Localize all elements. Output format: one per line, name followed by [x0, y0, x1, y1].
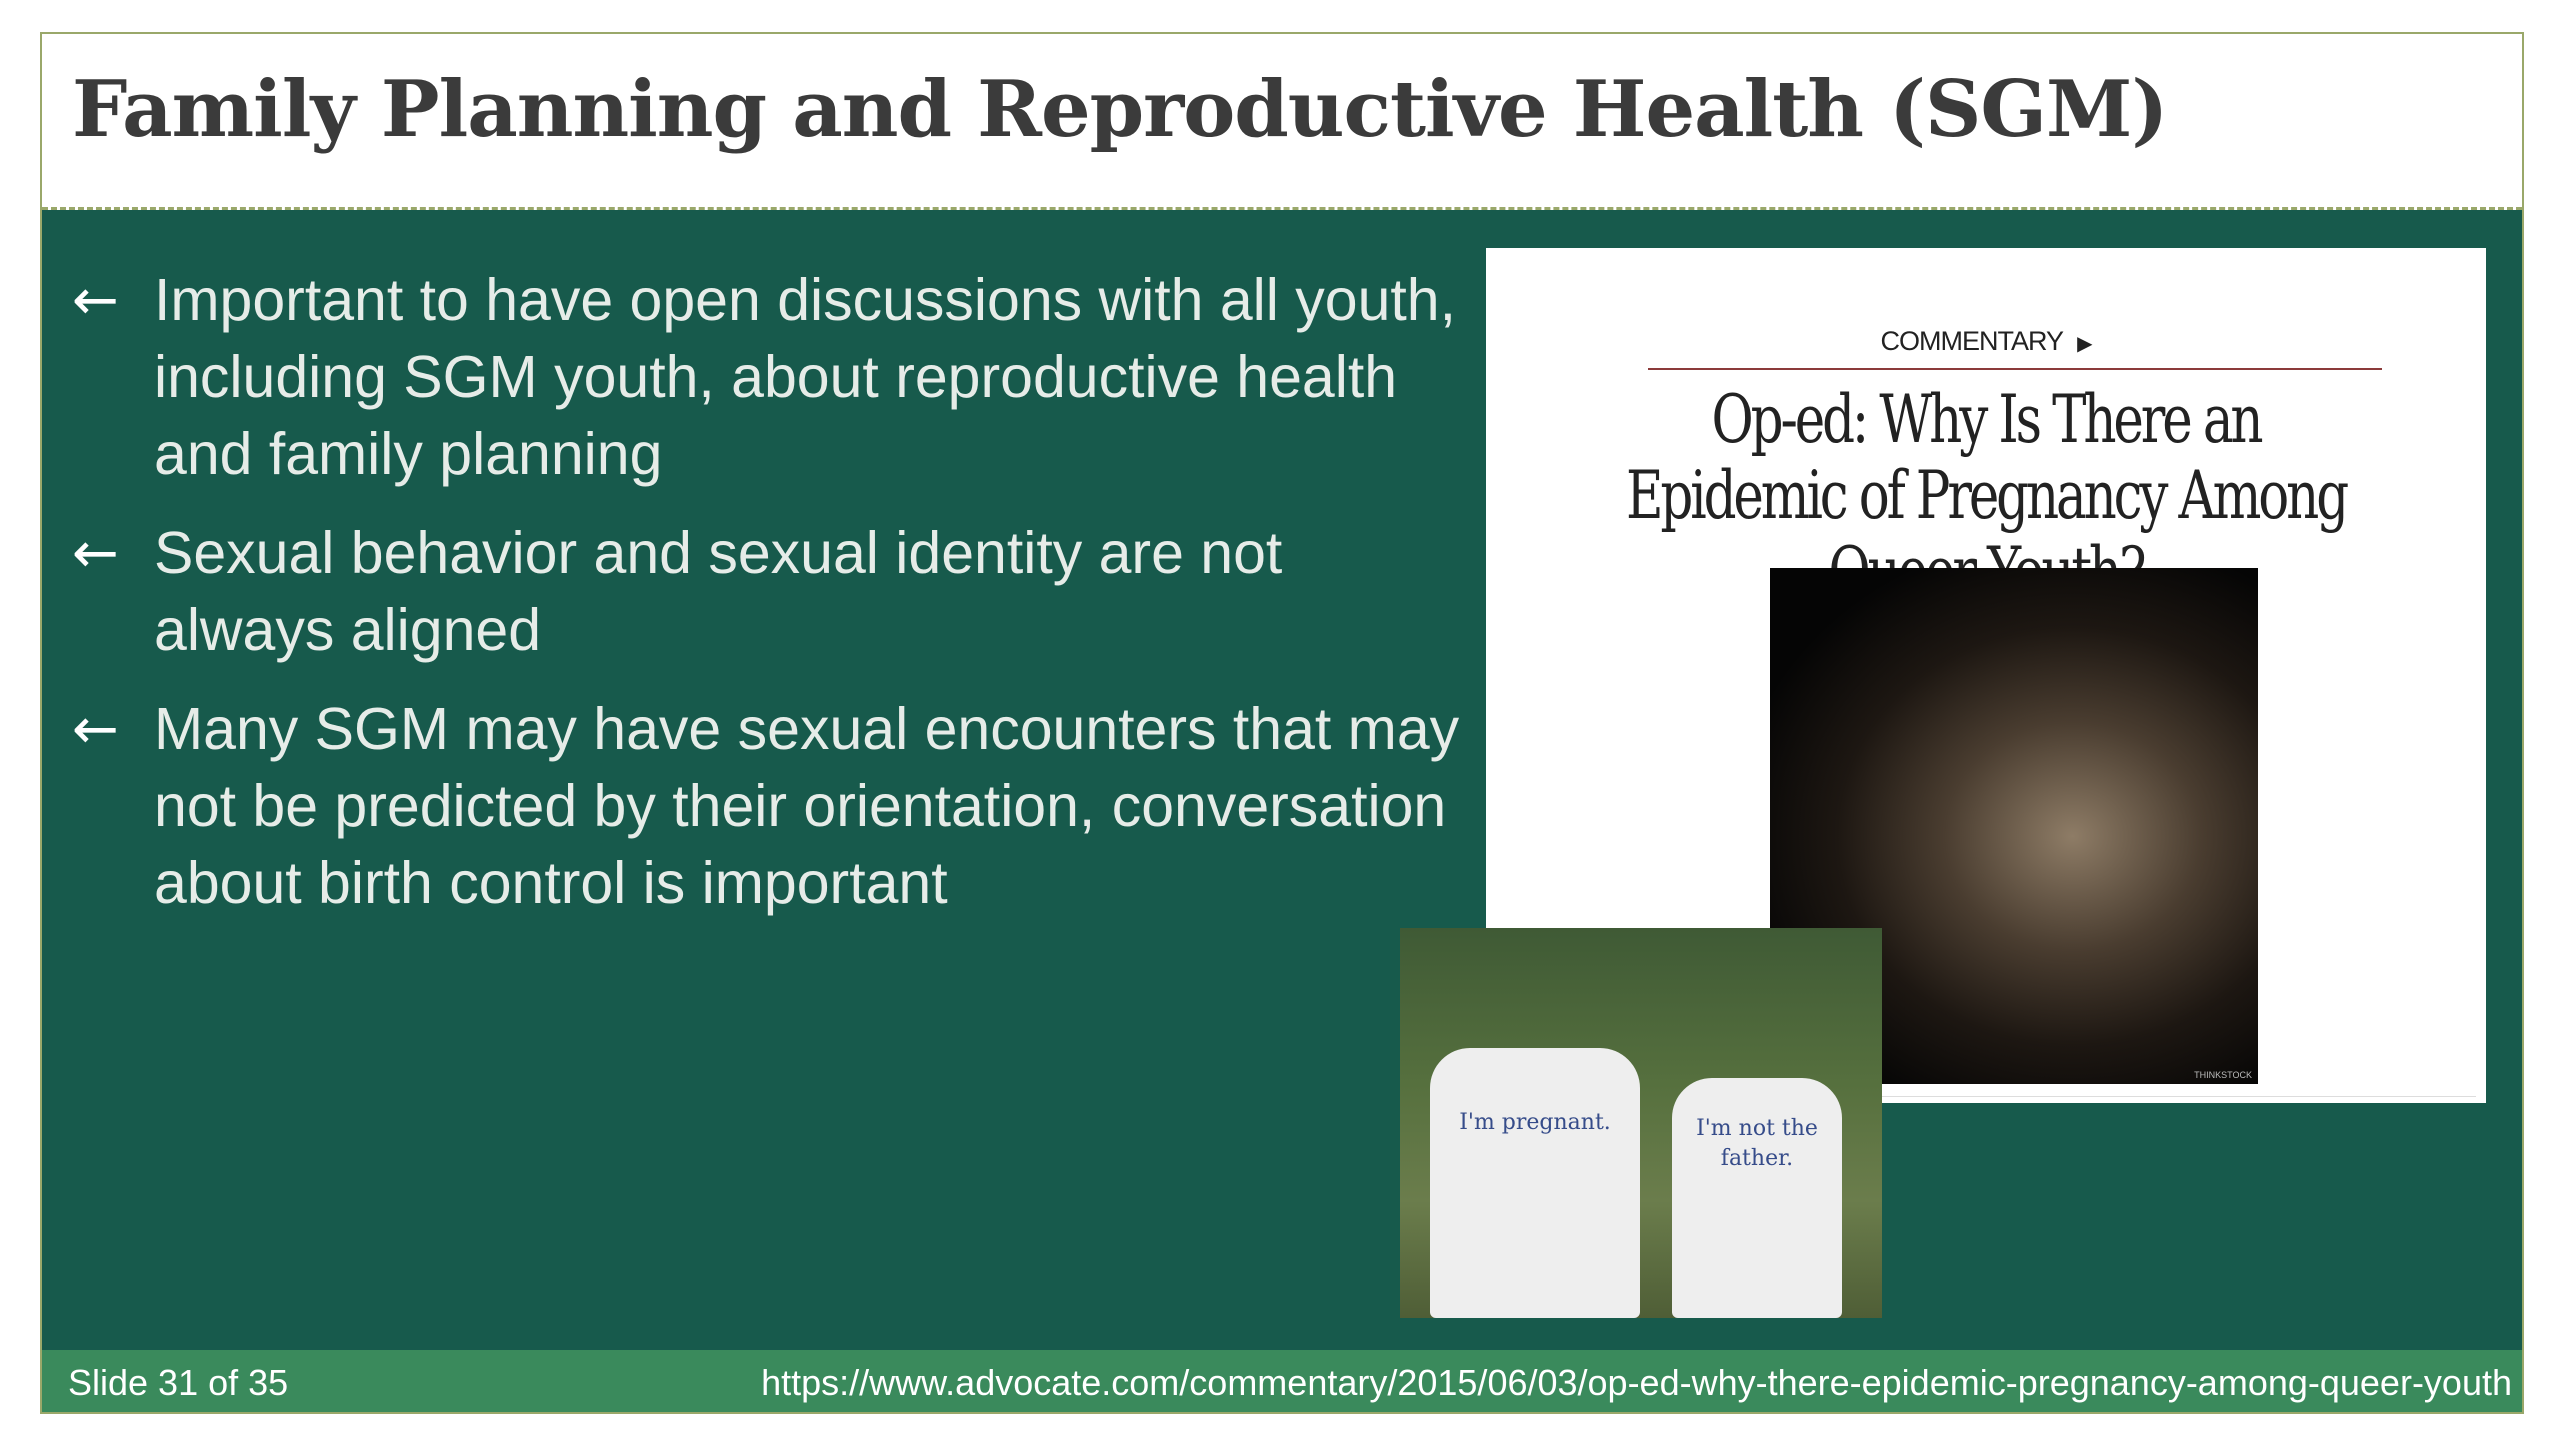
bullet-text: Important to have open discussions with all youth, including SGM youth, about reproductive health and family planning: [154, 267, 1457, 487]
bullet-item: [72, 515, 1472, 669]
slide-title: Family Planning and Reproductive Health (SGM): [72, 64, 2168, 155]
left-arrow-icon: ←: [72, 521, 119, 586]
source-link[interactable]: https://www.advocate.com/commentary/2015/06/03/op-ed-why-there-epidemic-pregnancy-among-queer-youth: [761, 1362, 2512, 1403]
footer-bar: [42, 1350, 2522, 1412]
article-headline: Op-ed: Why Is There an Epidemic of Pregnancy Among: [1625, 381, 2347, 534]
bullet-list: [72, 262, 1472, 944]
pregnant-shirt: [1430, 1048, 1640, 1318]
article-kicker-label: COMMENTARY: [1880, 326, 2063, 356]
slide-number: Slide 31 of 35: [68, 1362, 289, 1403]
father-shirt: [1672, 1078, 1842, 1318]
article-kicker: [1486, 326, 2486, 357]
photo-credit: THINKSTOCK: [2194, 1070, 2252, 1080]
title-bar: [42, 34, 2522, 210]
bullet-item: [72, 691, 1472, 922]
play-triangle-icon: ▶: [2077, 333, 2092, 355]
slide: [40, 32, 2524, 1414]
article-rule: [1648, 368, 2382, 370]
bullet-text: Sexual behavior and sexual identity are not always aligned: [154, 520, 1283, 663]
right-shirt-text: I'm not the father.: [1696, 1116, 1818, 1171]
left-shirt-text: I'm pregnant.: [1459, 1110, 1611, 1135]
left-arrow-icon: ←: [72, 697, 119, 762]
couple-photo: [1400, 928, 1882, 1318]
left-arrow-icon: ←: [72, 268, 119, 333]
bullet-item: [72, 262, 1472, 493]
bullet-text: Many SGM may have sexual encounters that may not be predicted by their orientation, conversation about birth control is important: [154, 696, 1460, 916]
